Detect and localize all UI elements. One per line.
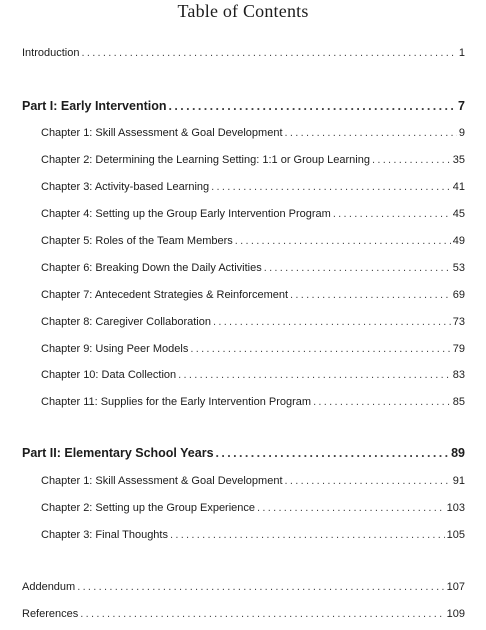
toc-part-1[interactable]	[22, 99, 465, 113]
toc-chapter-label: Chapter 3: Activity-based Learning	[41, 181, 210, 193]
toc-page-number: 107	[446, 581, 465, 593]
dot-leader	[209, 180, 451, 194]
dot-leader	[211, 315, 451, 329]
toc-chapter-label: Chapter 4: Setting up the Group Early Intervention Program	[41, 208, 331, 220]
toc-page-number: 73	[452, 316, 465, 328]
toc-page-number: 69	[452, 289, 465, 301]
dot-leader	[166, 99, 456, 113]
toc-chapter-label: Chapter 2: Determining the Learning Setting: 1:1 or Group Learning	[41, 154, 370, 166]
toc-page-number: 1	[458, 47, 465, 59]
toc-page-number: 53	[452, 262, 465, 274]
toc-part2-chapter-2[interactable]	[41, 501, 465, 515]
toc-part1-chapter-6[interactable]	[41, 261, 465, 275]
toc-part1-chapter-3[interactable]	[41, 180, 465, 194]
dot-leader	[311, 395, 451, 409]
toc-page-number: 7	[458, 99, 465, 113]
toc-page-number: 103	[446, 502, 465, 514]
toc-part2-chapter-1[interactable]	[41, 474, 465, 488]
toc-chapter-label: Chapter 6: Breaking Down the Daily Activities	[41, 262, 262, 274]
dot-leader	[176, 368, 451, 382]
toc-entry-label: Introduction	[22, 47, 80, 59]
dot-leader	[75, 580, 444, 594]
toc-chapter-label: Chapter 11: Supplies for the Early Intervention Program	[41, 396, 312, 408]
toc-chapter-label: Chapter 5: Roles of the Team Members	[41, 235, 233, 247]
dot-leader	[214, 446, 450, 460]
toc-part1-chapter-2[interactable]	[41, 153, 465, 167]
toc-page-number: 85	[452, 396, 465, 408]
dot-leader	[188, 342, 450, 356]
toc-chapter-label: Chapter 8: Caregiver Collaboration	[41, 316, 211, 328]
dot-leader	[331, 207, 451, 221]
toc-chapter-label: Chapter 2: Setting up the Group Experience	[41, 502, 256, 514]
dot-leader	[233, 234, 451, 248]
toc-part1-chapter-8[interactable]	[41, 315, 465, 329]
toc-part-2[interactable]	[22, 446, 465, 460]
toc-page-number: 91	[452, 475, 465, 487]
dot-leader	[79, 46, 456, 60]
toc-page-number: 9	[458, 127, 465, 139]
dot-leader	[255, 501, 445, 515]
dot-leader	[283, 474, 451, 488]
toc-chapter-label: Chapter 7: Antecedent Strategies & Reinforcement	[41, 289, 289, 301]
toc-chapter-label: Chapter 9: Using Peer Models	[41, 343, 189, 355]
dot-leader	[78, 607, 444, 621]
toc-page-number: 109	[446, 608, 465, 620]
toc-page-number: 83	[452, 369, 465, 381]
toc-entry-label: References	[22, 608, 79, 620]
dot-leader	[283, 126, 457, 140]
toc-part-label: Part I: Early Intervention	[22, 99, 167, 113]
toc-page-number: 49	[452, 235, 465, 247]
dot-leader	[262, 261, 451, 275]
toc-page-number: 105	[446, 529, 465, 541]
toc-chapter-label: Chapter 3: Final Thoughts	[41, 529, 168, 541]
toc-part1-chapter-9[interactable]	[41, 342, 465, 356]
toc-page-number: 79	[452, 343, 465, 355]
dot-leader	[288, 288, 451, 302]
toc-page-number: 41	[452, 181, 465, 193]
toc-chapter-label: Chapter 10: Data Collection	[41, 369, 177, 381]
page-title: Table of Contents	[177, 1, 309, 21]
dot-leader	[370, 153, 451, 167]
toc-part1-chapter-7[interactable]	[41, 288, 465, 302]
toc-page-number: 89	[451, 446, 465, 460]
toc-entry-introduction[interactable]	[22, 46, 465, 60]
toc-part2-chapter-3[interactable]	[41, 528, 465, 542]
toc-chapter-label: Chapter 1: Skill Assessment & Goal Development	[41, 475, 283, 487]
toc-part1-chapter-5[interactable]	[41, 234, 465, 248]
toc-part1-chapter-10[interactable]	[41, 368, 465, 382]
toc-page-number: 45	[452, 208, 465, 220]
toc-chapter-label: Chapter 1: Skill Assessment & Goal Development	[41, 127, 283, 139]
toc-entry-addendum[interactable]	[22, 580, 465, 594]
toc-page-number: 35	[452, 154, 465, 166]
dot-leader	[168, 528, 445, 542]
toc-part-label: Part II: Elementary School Years	[22, 446, 214, 460]
toc-entry-label: Addendum	[22, 581, 76, 593]
toc-part1-chapter-11[interactable]	[41, 395, 465, 409]
toc-entry-references[interactable]	[22, 607, 465, 621]
toc-part1-chapter-4[interactable]	[41, 207, 465, 221]
toc-part1-chapter-1[interactable]	[41, 126, 465, 140]
